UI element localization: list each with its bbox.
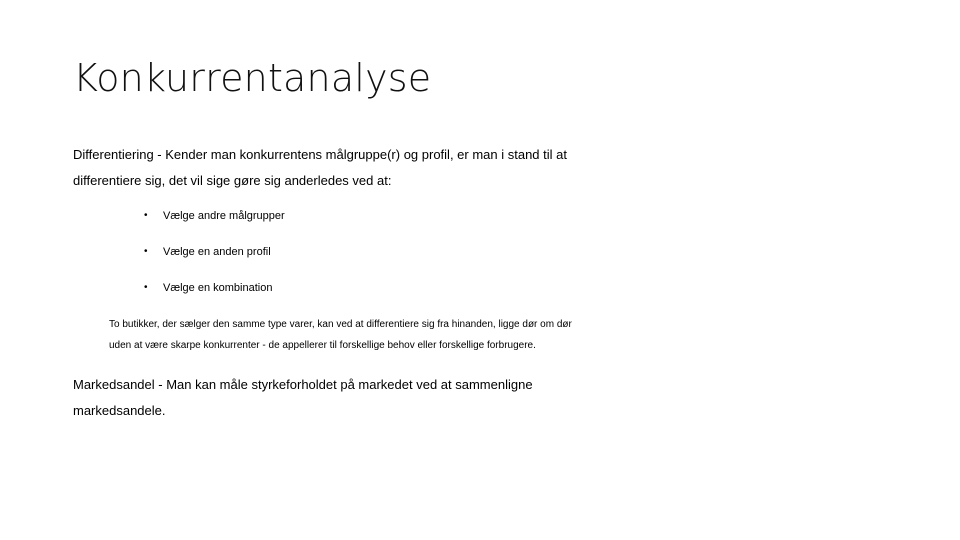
bullet-marker: •: [144, 246, 148, 257]
bullet-marker: •: [144, 210, 148, 221]
markedsandel-line-1: Markedsandel - Man kan måle styrkeforholdet på markedet ved at sammenligne: [73, 377, 533, 392]
bullet-text: Vælge en kombination: [163, 282, 273, 294]
differentiering-line-2: differentiere sig, det vil sige gøre sig anderledes ved at:: [73, 173, 392, 188]
differentiering-line-1: Differentiering - Kender man konkurrentens målgruppe(r) og profil, er man i stand til at: [73, 147, 567, 162]
differentiering-paragraph: [73, 142, 567, 194]
bullet-item: [144, 278, 285, 314]
bullet-marker: •: [144, 282, 148, 293]
bullet-text: Vælge en anden profil: [163, 246, 271, 258]
bullet-item: [144, 206, 285, 242]
bullet-list: [144, 206, 285, 314]
example-paragraph: [109, 314, 572, 356]
example-line-2: uden at være skarpe konkurrenter - de appellerer til forskellige behov eller forskellige forbrugere.: [109, 340, 536, 351]
markedsandel-line-2: markedsandele.: [73, 403, 166, 418]
markedsandel-paragraph: [73, 372, 533, 424]
bullet-item: [144, 242, 285, 278]
slide-title: Konkurrentanalyse: [73, 56, 432, 100]
bullet-text: Vælge andre målgrupper: [163, 210, 285, 222]
example-line-1: To butikker, der sælger den samme type varer, kan ved at differentiere sig fra hinanden, ligge dør om dør: [109, 319, 572, 330]
